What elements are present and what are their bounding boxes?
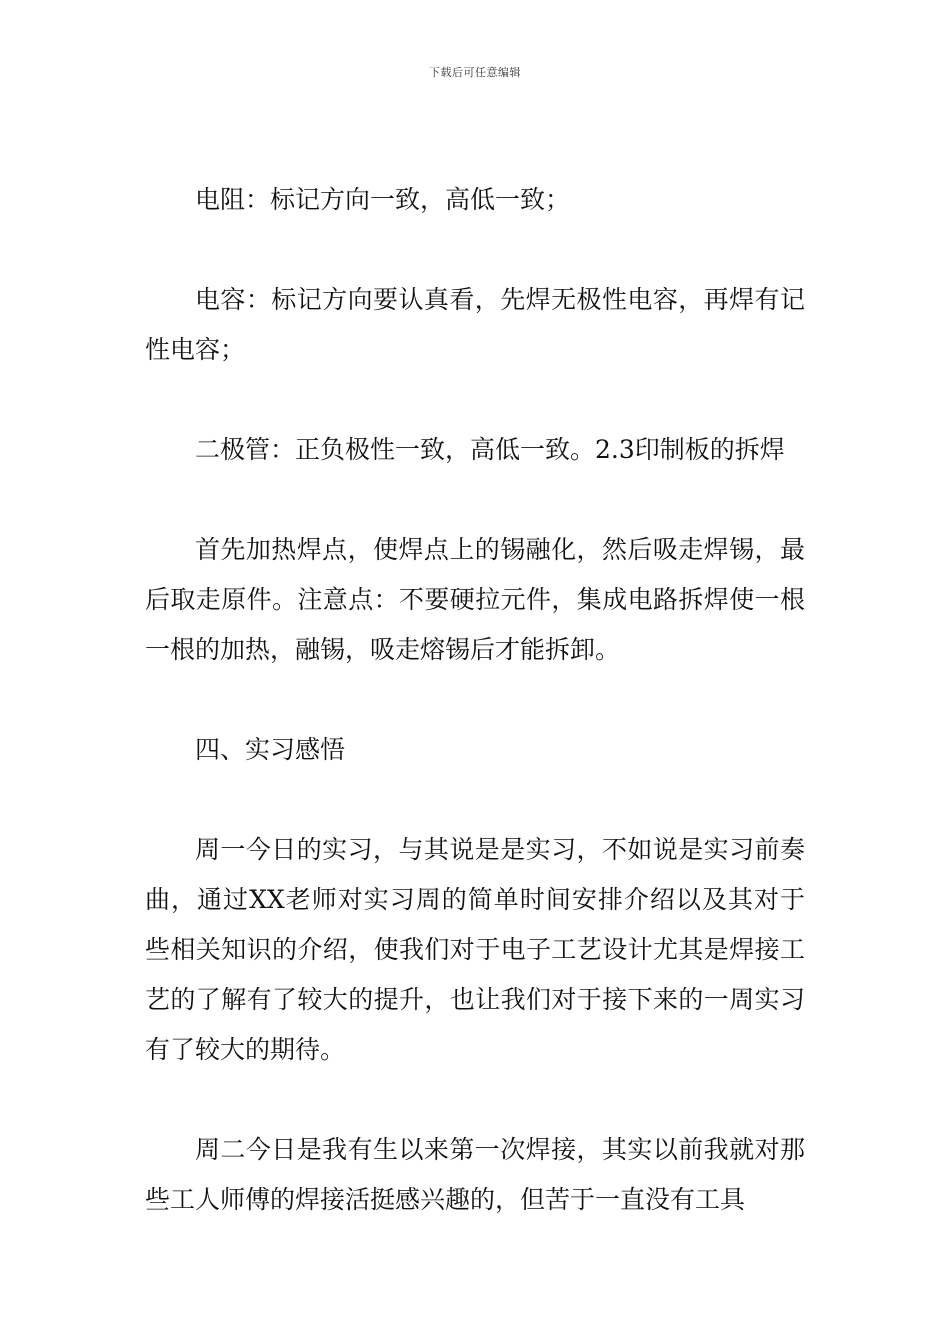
- paragraph-desoldering: [145, 525, 805, 675]
- paragraph-text: 电阻：标记方向一致，高低一致；: [195, 185, 571, 214]
- section-heading: [145, 725, 805, 775]
- paragraph-monday: [145, 825, 805, 1075]
- paragraph-text: 周一今日的实习，与其说是是实习，不如说是实习前奏曲，通过XX老师对实习周的简单时间安排介绍以及其对于些相关知识的介绍，使我们对于电子工艺设计尤其是焊接工艺的了解有了较大的提升，也让我们对于接下来的一周实习有了较大的期待。: [145, 835, 805, 1064]
- paragraph-diode: [145, 425, 805, 475]
- paragraph-tuesday: [145, 1125, 805, 1225]
- paragraph-resistor: [145, 175, 805, 225]
- paragraph-text: 电容：标记方向要认真看，先焊无极性电容，再焊有记性电容；: [145, 285, 805, 364]
- page-header-note: 下载后可任意编辑: [429, 66, 521, 79]
- paragraph-text: 二极管：正负极性一致，高低一致。2.3印制板的拆焊: [195, 435, 785, 464]
- paragraph-capacitor: [145, 275, 805, 375]
- paragraph-text: 首先加热焊点，使焊点上的锡融化，然后吸走焊锡，最后取走原件。注意点：不要硬拉元件，集成电路拆焊使一根一根的加热，融锡，吸走熔锡后才能拆卸。: [145, 535, 805, 664]
- paragraph-text: 周二今日是我有生以来第一次焊接，其实以前我就对那些工人师傅的焊接活挺感兴趣的，但苦于一直没有工具: [145, 1135, 805, 1214]
- heading-text: 四、实习感悟: [195, 735, 346, 764]
